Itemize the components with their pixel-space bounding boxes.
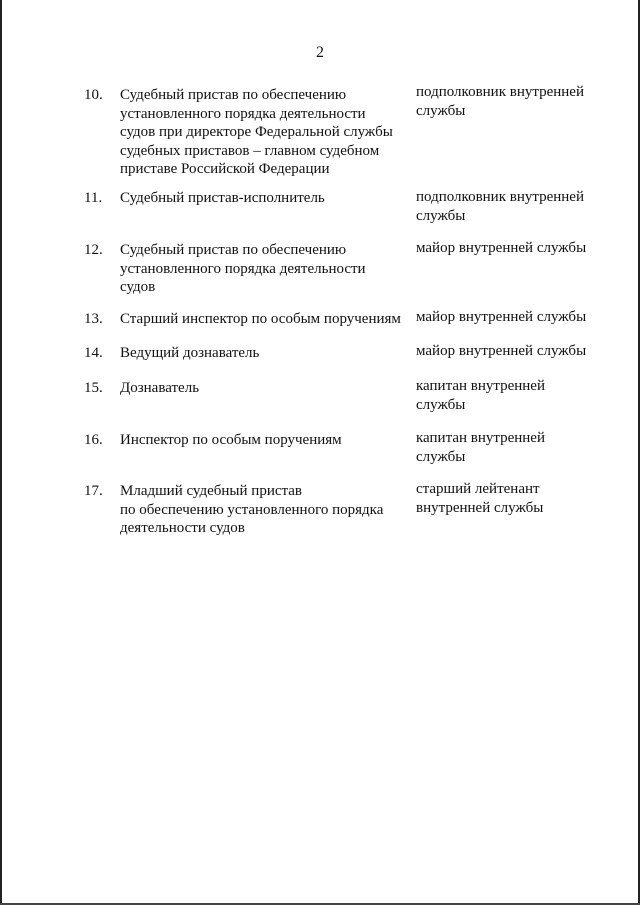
title-line: Дознаватель <box>120 380 200 396</box>
title-line: Судебный пристав по обеспечению <box>120 242 347 258</box>
entry-rank <box>416 83 608 120</box>
entry-number: 14. <box>84 345 103 361</box>
entry-title <box>120 241 410 297</box>
scan-edge-left <box>0 0 2 905</box>
rank-line: майор внутренней службы <box>416 309 587 325</box>
page-number: 2 <box>316 44 324 61</box>
title-line: деятельности судов <box>120 520 245 536</box>
rank-line: службы <box>416 102 466 119</box>
entry-rank <box>416 239 608 258</box>
entry-title <box>120 482 410 538</box>
rank-line: службы <box>416 448 466 465</box>
entry-number: 12. <box>84 242 103 258</box>
rank-line: подполковник внутренней <box>416 189 584 205</box>
title-line: судебных приставов – главном судебном <box>120 142 380 159</box>
entry-rank <box>416 308 608 327</box>
entry-rank <box>416 480 608 517</box>
rank-line: майор внутренней службы <box>416 240 587 256</box>
title-line: установленного порядка деятельности <box>120 105 366 122</box>
entry-title <box>120 310 410 329</box>
title-line: приставе Российской Федерации <box>120 161 330 177</box>
rank-line: службы <box>416 396 466 413</box>
entry-number: 16. <box>84 432 103 448</box>
title-line: Судебный пристав-исполнитель <box>120 190 325 206</box>
rank-line: капитан внутренней <box>416 430 545 446</box>
title-line: Ведущий дознаватель <box>120 345 260 361</box>
entry-rank <box>416 429 608 466</box>
title-line: Судебный пристав по обеспечению <box>120 87 347 103</box>
entry-number: 11. <box>84 190 103 206</box>
rank-line: внутренней службы <box>416 499 544 516</box>
rank-line: службы <box>416 207 466 224</box>
rank-line: капитан внутренней <box>416 378 545 394</box>
title-line: Инспектор по особым поручениям <box>120 432 342 448</box>
entry-number: 13. <box>84 311 103 327</box>
title-line: установленного порядка деятельности <box>120 260 366 277</box>
entry-title <box>120 344 410 363</box>
title-line: по обеспечению установленного порядка <box>120 501 384 518</box>
entry-number: 15. <box>84 380 103 396</box>
entry-rank <box>416 188 608 225</box>
rank-line: подполковник внутренней <box>416 84 584 100</box>
entry-title <box>120 189 410 208</box>
title-line: Старший инспектор по особым поручениям <box>120 311 401 327</box>
entry-title <box>120 86 410 179</box>
entry-rank <box>416 377 608 414</box>
rank-line: старший лейтенант <box>416 481 540 497</box>
entry-rank <box>416 342 608 361</box>
title-line: Младший судебный пристав <box>120 483 302 499</box>
entry-number: 10. <box>84 87 103 103</box>
entry-title <box>120 431 410 450</box>
title-line: судов при директоре Федеральной службы <box>120 124 393 140</box>
entry-title <box>120 379 410 398</box>
entry-number: 17. <box>84 483 103 499</box>
rank-line: майор внутренней службы <box>416 343 587 359</box>
title-line: судов <box>120 279 156 295</box>
